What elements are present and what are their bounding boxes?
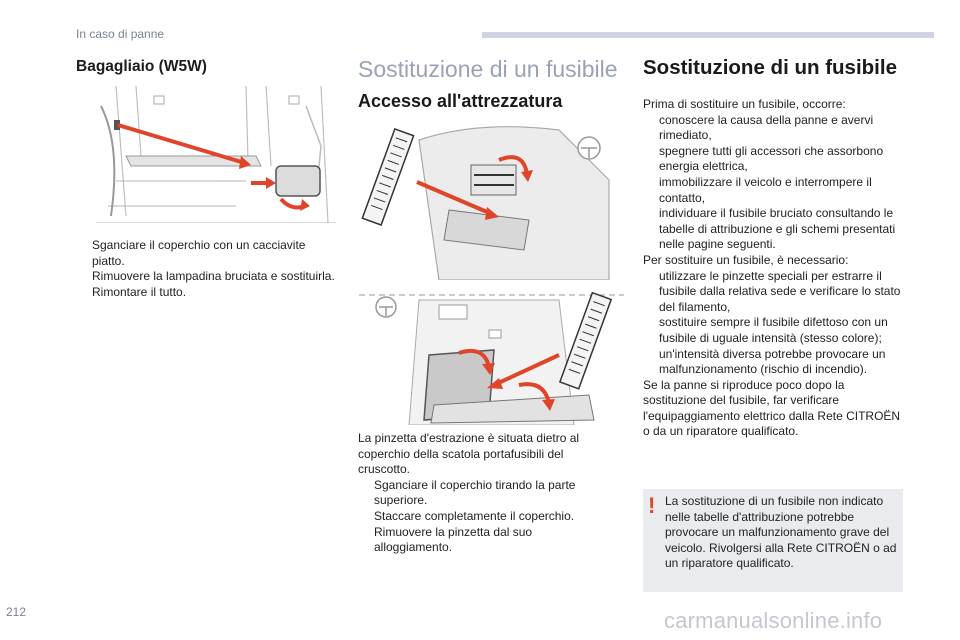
- header-bar: [482, 32, 934, 38]
- list-item: Rimuovere la lampadina bruciata e sostituirla.: [92, 269, 335, 284]
- list-item: Staccare completamente il coperchio.: [374, 508, 575, 523]
- section-title: In caso di panne: [76, 27, 165, 41]
- trunk-heading: Bagagliaio (W5W): [76, 58, 207, 75]
- dashboard-cover-illustration: [359, 120, 624, 280]
- tool-access-text: [358, 431, 613, 556]
- list-item: Rimuovere la pinzetta dal suo alloggiamento.: [374, 524, 533, 555]
- list-item: immobilizzare il veicolo e interrompere il contatto,: [659, 174, 872, 205]
- glovebox-puller-illustration: [359, 285, 624, 425]
- trunk-steps: [76, 238, 341, 300]
- warning-note: [643, 489, 903, 592]
- intro-paragraph: Prima di sostituire un fusibile, occorre:: [643, 97, 846, 111]
- trunk-lamp-illustration: [96, 86, 336, 223]
- list-item: Sganciare il coperchio con un cacciavite piatto.: [92, 238, 306, 268]
- list-item: individuare il fusibile bruciato consultando le tabelle di attribuzione e gli schemi presentati nelle pagine seguenti.: [659, 206, 896, 252]
- list-item: Sganciare il coperchio tirando la parte superiore.: [374, 477, 576, 508]
- fuse-section-title: Sostituzione di un fusibile: [358, 56, 618, 82]
- fuse-replacement-title: Sostituzione di un fusibile: [643, 56, 897, 79]
- list-item: Rimontare il tutto.: [92, 284, 187, 299]
- outro-paragraph: Se la panne si riproduce poco dopo la sostituzione del fusibile, far verificare l'equipaggiamento elettrico dalla Rete CITROËN o da un riparatore qualificato.: [643, 377, 901, 439]
- watermark: carmanualsonline.info: [664, 608, 883, 633]
- list-item: sostituire sempre il fusibile difettoso con un fusibile di uguale intensità (stesso colore); un'intensità diversa potrebbe provocare un malfunzionamento (rischio di incendio).: [659, 315, 888, 377]
- tool-access-heading: Accesso all'attrezzatura: [358, 91, 563, 111]
- fuse-replacement-text: [643, 97, 908, 440]
- tool-access-intro: La pinzetta d'estrazione è situata dietro al coperchio della scatola portafusibili del cruscotto.: [358, 431, 580, 477]
- intro-paragraph: Per sostituire un fusibile, è necessario:: [643, 252, 849, 267]
- warning-icon: !: [648, 493, 656, 518]
- list-item: conoscere la causa della panne e avervi rimediato,: [659, 112, 874, 143]
- page-number: 212: [6, 605, 27, 619]
- warning-text: La sostituzione di un fusibile non indicato nelle tabelle d'attribuzione potrebbe provocare un malfunzionamento grave del veicolo. Rivolgersi alla Rete CITROËN o ad un riparatore qualificato.: [665, 494, 897, 571]
- list-item: utilizzare le pinzette speciali per estrarre il fusibile dalla relativa sede e verificare lo stato del filamento,: [659, 268, 901, 314]
- list-item: spegnere tutti gli accessori che assorbono energia elettrica,: [659, 143, 884, 174]
